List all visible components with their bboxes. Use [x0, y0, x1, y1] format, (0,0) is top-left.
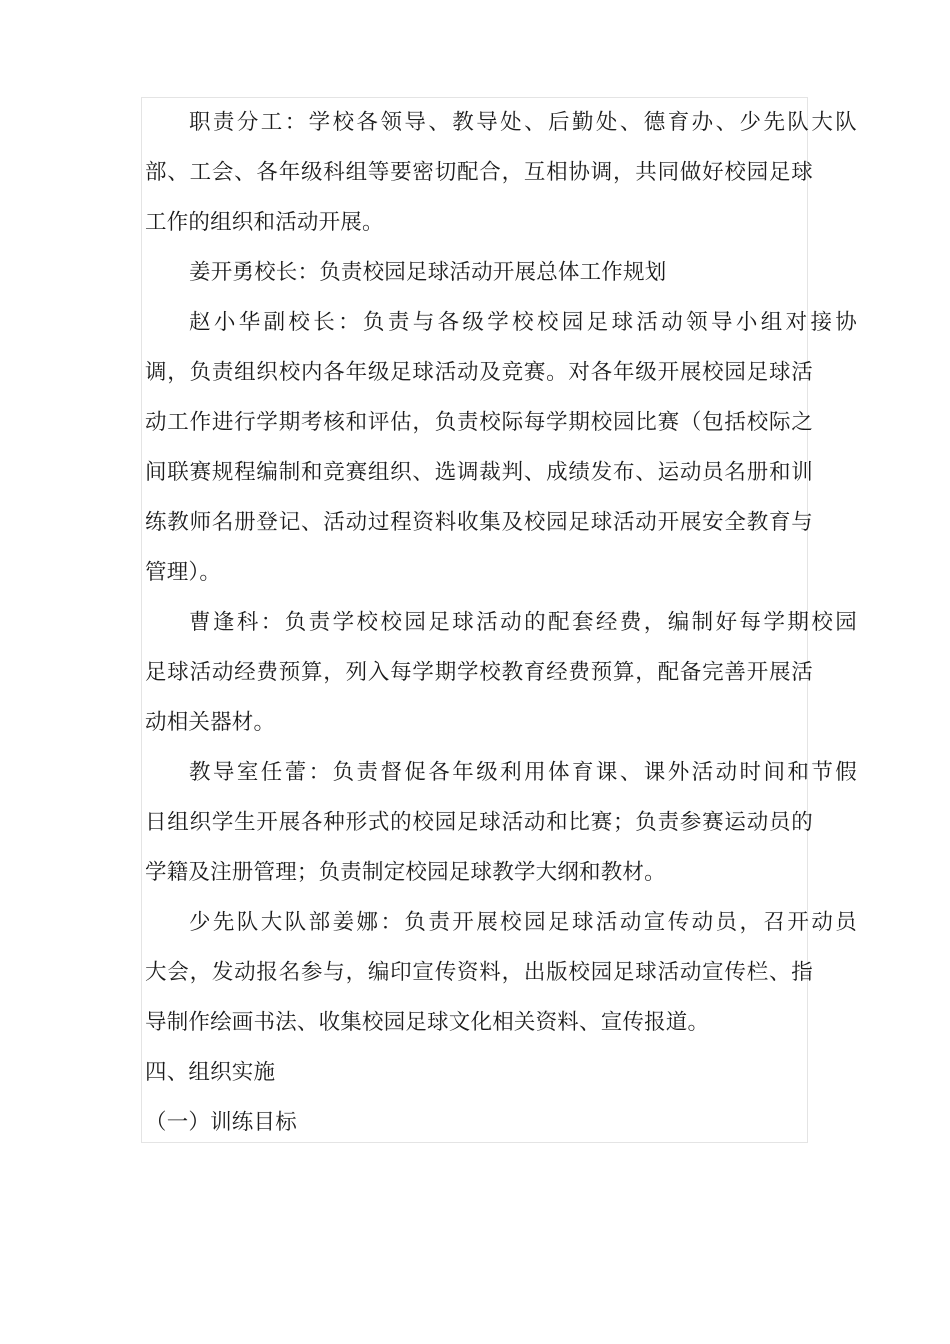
- paragraph-line: 导制作绘画书法、收集校园足球文化相关资料、宣传报道。: [145, 1010, 710, 1035]
- paragraph-line: 日组织学生开展各种形式的校园足球活动和比赛；负责参赛运动员的: [145, 810, 813, 835]
- paragraph-line: 练教师名册登记、活动过程资料收集及校园足球活动开展安全教育与: [145, 510, 813, 535]
- paragraph-line: 调，负责组织校内各年级足球活动及竞赛。对各年级开展校园足球活: [145, 360, 813, 385]
- paragraph-line: 部、工会、各年级科组等要密切配合，互相协调，共同做好校园足球: [145, 160, 813, 185]
- paragraph-line: 少先队大队部姜娜：负责开展校园足球活动宣传动员，召开动员: [189, 910, 857, 935]
- paragraph-line: 教导室任蕾：负责督促各年级利用体育课、课外活动时间和节假: [189, 760, 857, 785]
- paragraph-line: 足球活动经费预算，列入每学期学校教育经费预算，配备完善开展活: [145, 660, 813, 685]
- paragraph-line: 动相关器材。: [145, 710, 276, 735]
- paragraph-line: 大会，发动报名参与，编印宣传资料，出版校园足球活动宣传栏、指: [145, 960, 813, 985]
- paragraph-line: 职责分工：学校各领导、教导处、后勤处、德育办、少先队大队: [189, 110, 857, 135]
- paragraph-line: 工作的组织和活动开展。: [145, 210, 384, 235]
- paragraph-line: 间联赛规程编制和竞赛组织、选调裁判、成绩发布、运动员名册和训: [145, 460, 813, 485]
- paragraph-line: 姜开勇校长：负责校园足球活动开展总体工作规划: [189, 260, 667, 285]
- paragraph-line: 赵小华副校长：负责与各级学校校园足球活动领导小组对接协: [189, 310, 857, 335]
- paragraph-line: 管理）。: [145, 560, 222, 585]
- document-body: [145, 98, 857, 1148]
- paragraph-line: 曹逢科：负责学校校园足球活动的配套经费，编制好每学期校园: [189, 610, 857, 635]
- subsection-heading: （一）训练目标: [145, 1110, 297, 1135]
- section-heading: 四、组织实施: [145, 1060, 276, 1085]
- paragraph-line: 动工作进行学期考核和评估，负责校际每学期校园比赛（包括校际之: [145, 410, 813, 435]
- paragraph-line: 学籍及注册管理；负责制定校园足球教学大纲和教材。: [145, 860, 666, 885]
